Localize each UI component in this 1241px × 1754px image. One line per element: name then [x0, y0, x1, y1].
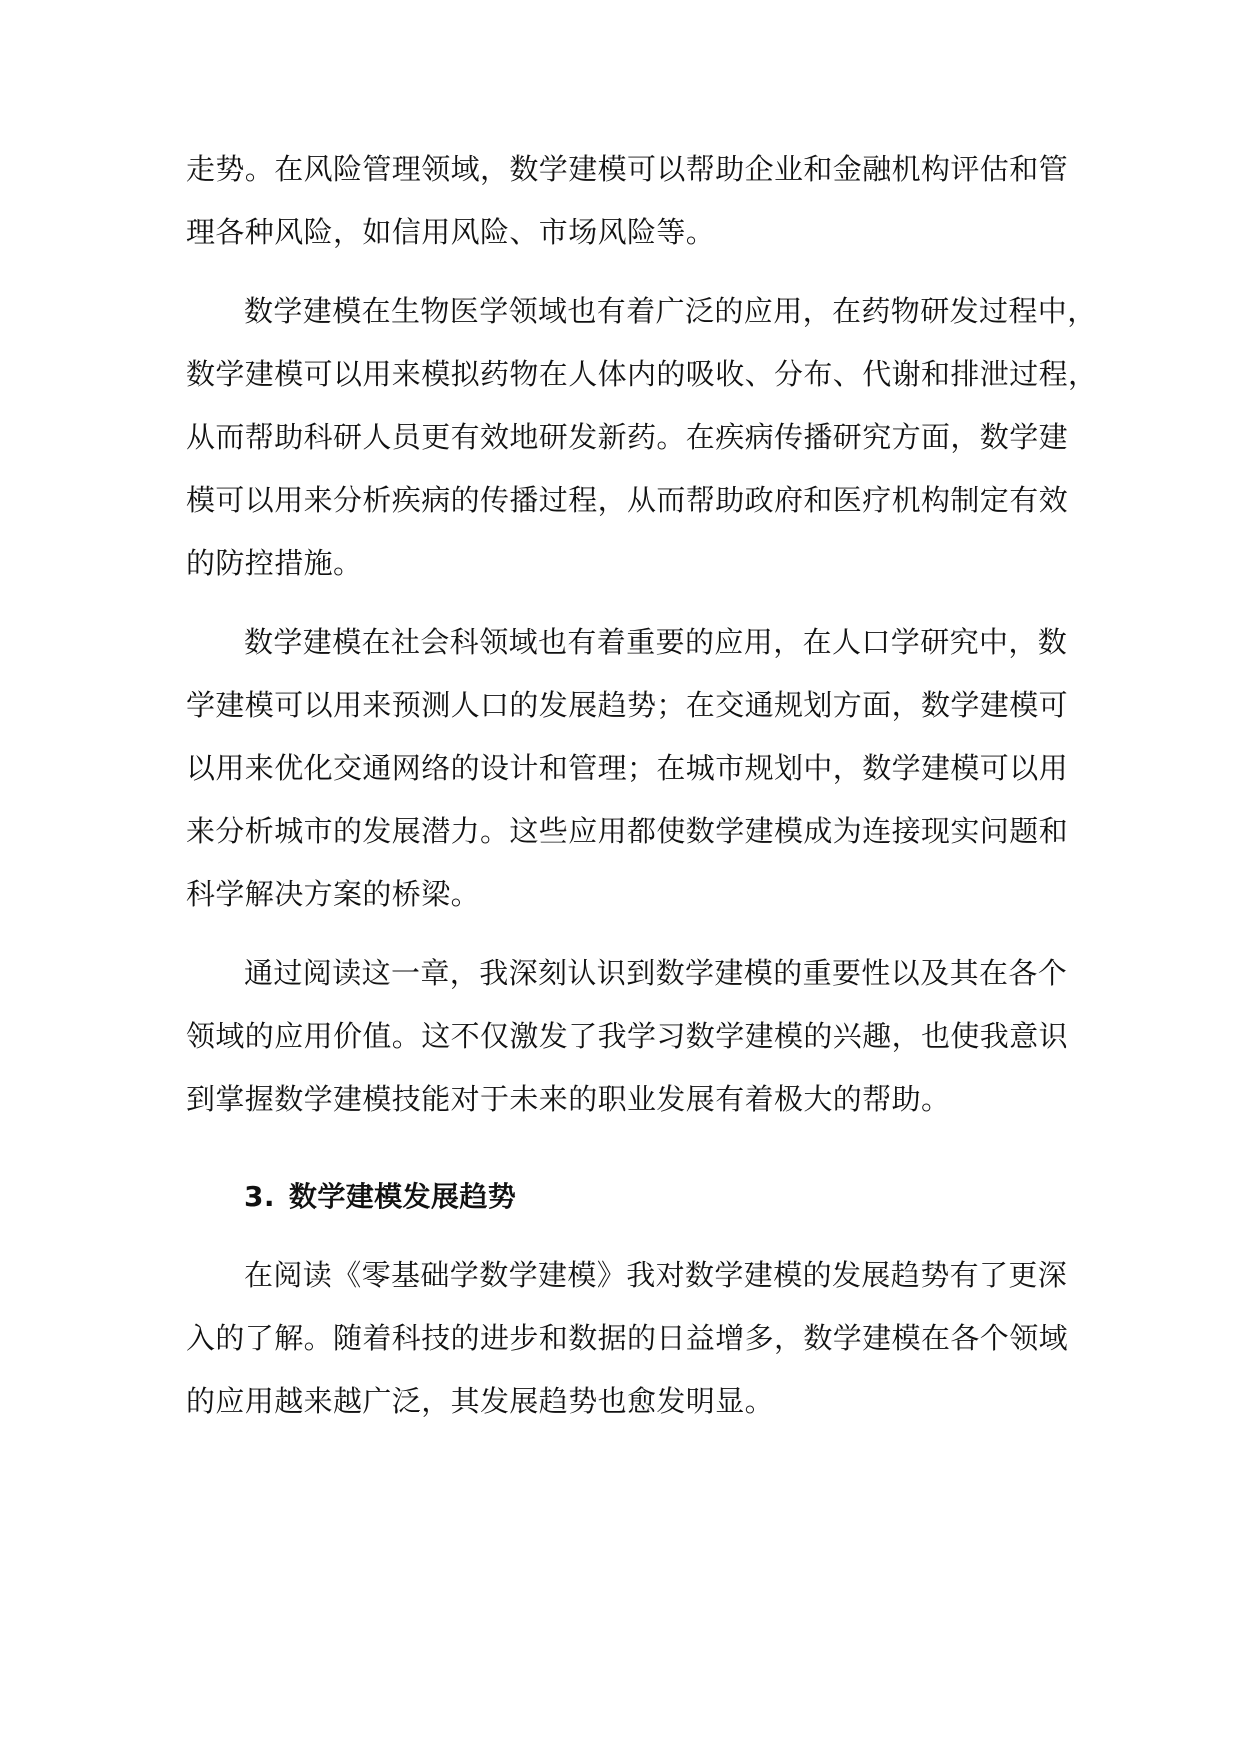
text-line: 以用来优化交通网络的设计和管理；在城市规划中，数学建模可以用	[186, 751, 1069, 785]
text-line: 从而帮助科研人员更有效地研发新药。在疾病传播研究方面，数学建	[186, 420, 1069, 454]
text-line: 领域的应用价值。这不仅激发了我学习数学建模的兴趣，也使我意识	[186, 1019, 1069, 1053]
section-title: 数学建模发展趋势	[288, 1180, 517, 1213]
section-heading	[186, 1165, 1056, 1228]
text-line: 数学建模在社会科领域也有着重要的应用，在人口学研究中，数	[244, 625, 1068, 659]
text-line: 入的了解。随着科技的进步和数据的日益增多，数学建模在各个领域	[186, 1321, 1069, 1355]
text-line: 通过阅读这一章，我深刻认识到数学建模的重要性以及其在各个	[244, 956, 1068, 990]
document-body	[186, 138, 1098, 1449]
section-number: 3.	[244, 1180, 275, 1213]
text-line: 数学建模可以用来模拟药物在人体内的吸收、分布、代谢和排泄过程，	[186, 357, 1098, 391]
text-line: 学建模可以用来预测人口的发展趋势；在交通规划方面，数学建模可	[186, 688, 1069, 722]
text-line: 数学建模在生物医学领域也有着广泛的应用，在药物研发过程中，	[244, 294, 1097, 328]
text-line: 走势。在风险管理领域，数学建模可以帮助企业和金融机构评估和管	[186, 152, 1069, 186]
paragraph-biomedicine	[186, 280, 1098, 595]
paragraph-development-trend	[186, 1244, 1069, 1433]
text-line: 的应用越来越广泛，其发展趋势也愈发明显。	[186, 1384, 775, 1418]
paragraph-chapter-reflection	[186, 942, 1069, 1131]
text-line: 科学解决方案的桥梁。	[186, 877, 481, 911]
text-line: 的防控措施。	[186, 546, 363, 580]
text-line: 来分析城市的发展潜力。这些应用都使数学建模成为连接现实问题和	[186, 814, 1069, 848]
paragraph-social-science	[186, 611, 1069, 926]
text-line: 在阅读《零基础学数学建模》我对数学建模的发展趋势有了更深	[244, 1258, 1068, 1292]
text-line: 理各种风险，如信用风险、市场风险等。	[186, 215, 716, 249]
text-line: 模可以用来分析疾病的传播过程，从而帮助政府和医疗机构制定有效	[186, 483, 1069, 517]
paragraph-risk-management	[186, 138, 1069, 264]
text-line: 到掌握数学建模技能对于未来的职业发展有着极大的帮助。	[186, 1082, 951, 1116]
